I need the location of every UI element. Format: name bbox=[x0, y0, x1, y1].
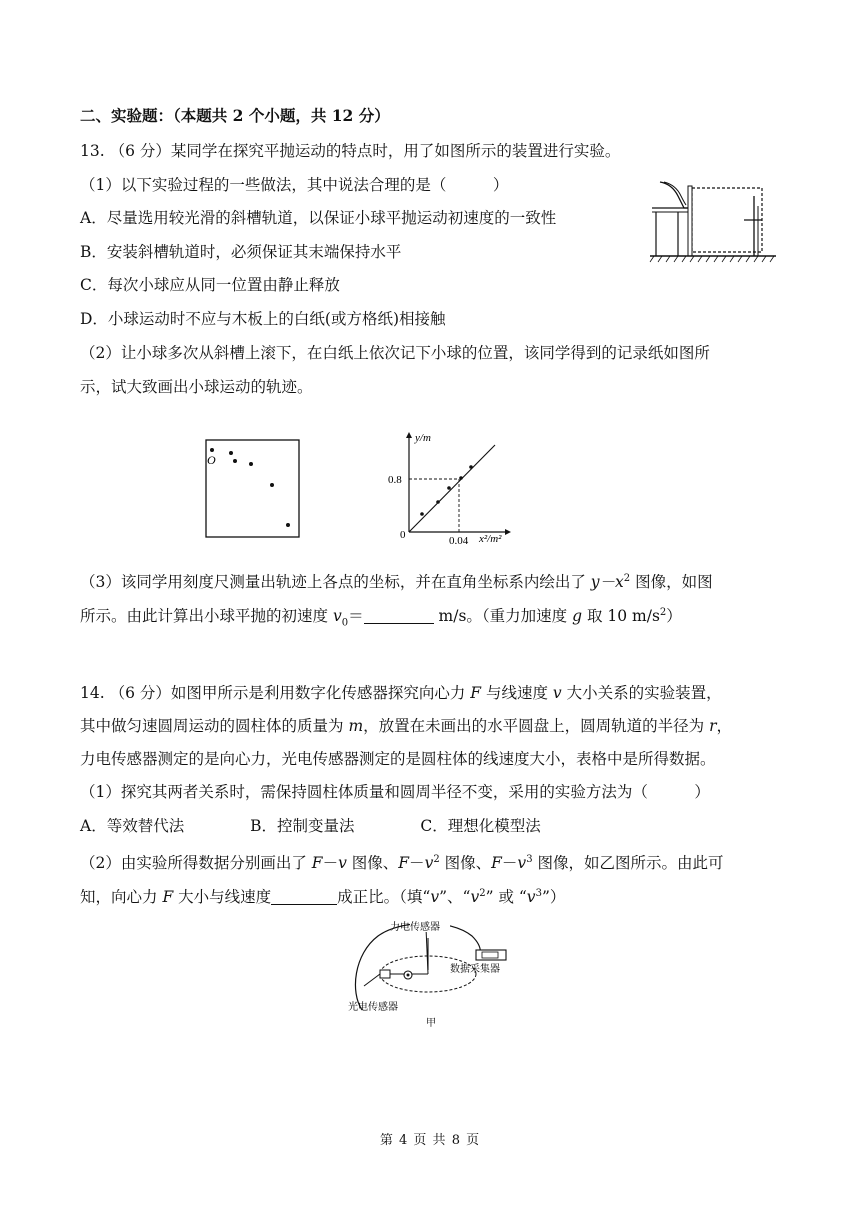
record-dot bbox=[249, 462, 253, 466]
record-dot bbox=[270, 483, 274, 487]
q14-option-b: B．控制变量法 bbox=[250, 817, 355, 835]
q14-line2: 其中做匀速圆周运动的圆柱体的质量为 m，放置在未画出的水平圆盘上，圆周轨道的半径为 r， bbox=[80, 717, 733, 735]
q13-stem: 13. （6 分）某同学在探究平抛运动的特点时，用了如图所示的装置进行实验。 bbox=[80, 142, 621, 160]
graph-point bbox=[447, 486, 451, 490]
graph-point bbox=[420, 512, 424, 516]
record-dot bbox=[229, 451, 233, 455]
q14-part2-line2: 知，向心力 F 大小与线速度 成正比。（填“v”、“$v^2$” 或 “$v^3$”） bbox=[80, 888, 566, 907]
x-tick-label: 0.04 bbox=[449, 535, 469, 547]
q14-option-a: A．等效替代法 bbox=[80, 817, 185, 835]
q14-part2-line1: （2）由实验所得数据分别画出了 F－v 图像、$F-v^2$ 图像、$F-v^3$ 图像，如乙图所示。由此可 bbox=[80, 854, 724, 873]
record-origin-label: O bbox=[207, 453, 216, 467]
record-dot bbox=[210, 448, 214, 452]
page-footer: 第 4 页 共 8 页 bbox=[379, 1133, 481, 1148]
graph-point bbox=[459, 476, 463, 480]
y-tick-label: 0.8 bbox=[388, 474, 402, 486]
q13-option-c: C．每次小球应从同一位置由静止释放 bbox=[80, 276, 340, 294]
record-dot bbox=[286, 523, 290, 527]
fit-line bbox=[409, 445, 495, 532]
graph-point bbox=[436, 500, 440, 504]
q13-part2-line1: （2）让小球多次从斜槽上滚下，在白纸上依次记下小球的位置，该同学得到的记录纸如图所 bbox=[80, 344, 710, 362]
data-collector-box bbox=[476, 950, 506, 960]
x-axis-label: x²/m² bbox=[479, 533, 502, 545]
q14-line1: 14. （6 分）如图甲所示是利用数字化传感器探究向心力 F 与线速度 v 大小关系的实验装置， bbox=[80, 684, 722, 702]
q13-part3-line2: 所示。由此计算出小球平抛的初速度 $v_0= m/s$。（重力加速度 g 取 10 $m/s^2$） bbox=[80, 607, 682, 629]
q13-part2-line2: 示，试大致画出小球运动的轨迹。 bbox=[80, 378, 313, 396]
q13-option-b: B．安装斜槽轨道时，必须保证其末端保持水平 bbox=[80, 243, 402, 261]
photo-sensor-label: 光电传感器 bbox=[348, 1002, 398, 1013]
centripetal-apparatus-figure bbox=[340, 914, 520, 1032]
force-sensor-label: 力电传感器 bbox=[390, 922, 440, 933]
photo-sensor-box bbox=[380, 970, 390, 978]
origin-label: 0 bbox=[400, 529, 406, 541]
record-paper-figure bbox=[200, 437, 304, 541]
q13-option-d: D．小球运动时不应与木板上的白纸(或方格纸)相接触 bbox=[80, 310, 446, 328]
q14-line3: 力电传感器测定的是向心力，光电传感器测定的是圆柱体的线速度大小，表格中是所得数据。 bbox=[80, 750, 716, 768]
graph-point bbox=[469, 465, 473, 469]
y-axis-label: y/m bbox=[415, 432, 431, 444]
q14-option-c: C．理想化模型法 bbox=[420, 817, 541, 835]
q13-part1-prompt: （1）以下实验过程的一些做法，其中说法合理的是（ ） bbox=[80, 176, 509, 194]
q13-option-a: A．尽量选用较光滑的斜槽轨道，以保证小球平抛运动初速度的一致性 bbox=[80, 209, 557, 227]
data-collector-label: 数据采集器 bbox=[450, 964, 500, 975]
record-dot bbox=[233, 459, 237, 463]
figure-caption-jia: 甲 bbox=[426, 1018, 436, 1029]
q14-options bbox=[80, 816, 541, 836]
answer-blank-speed-power[interactable] bbox=[271, 889, 337, 905]
y-x2-graph bbox=[383, 430, 513, 548]
q13-part3-line1: （3）该同学用刻度尺测量出轨迹上各点的坐标，并在直角坐标系内绘出了 $y-x^2$ 图像，如图 bbox=[80, 573, 713, 592]
section-heading: 二、实验题：（本题共 2 个小题，共 12 分） bbox=[80, 106, 390, 125]
projectile-apparatus-figure bbox=[648, 178, 780, 268]
q14-part1-prompt: （1）探究其两者关系时，需保持圆柱体质量和圆周半径不变，采用的实验方法为（ ） bbox=[80, 783, 710, 801]
answer-blank-v0[interactable] bbox=[364, 608, 434, 624]
